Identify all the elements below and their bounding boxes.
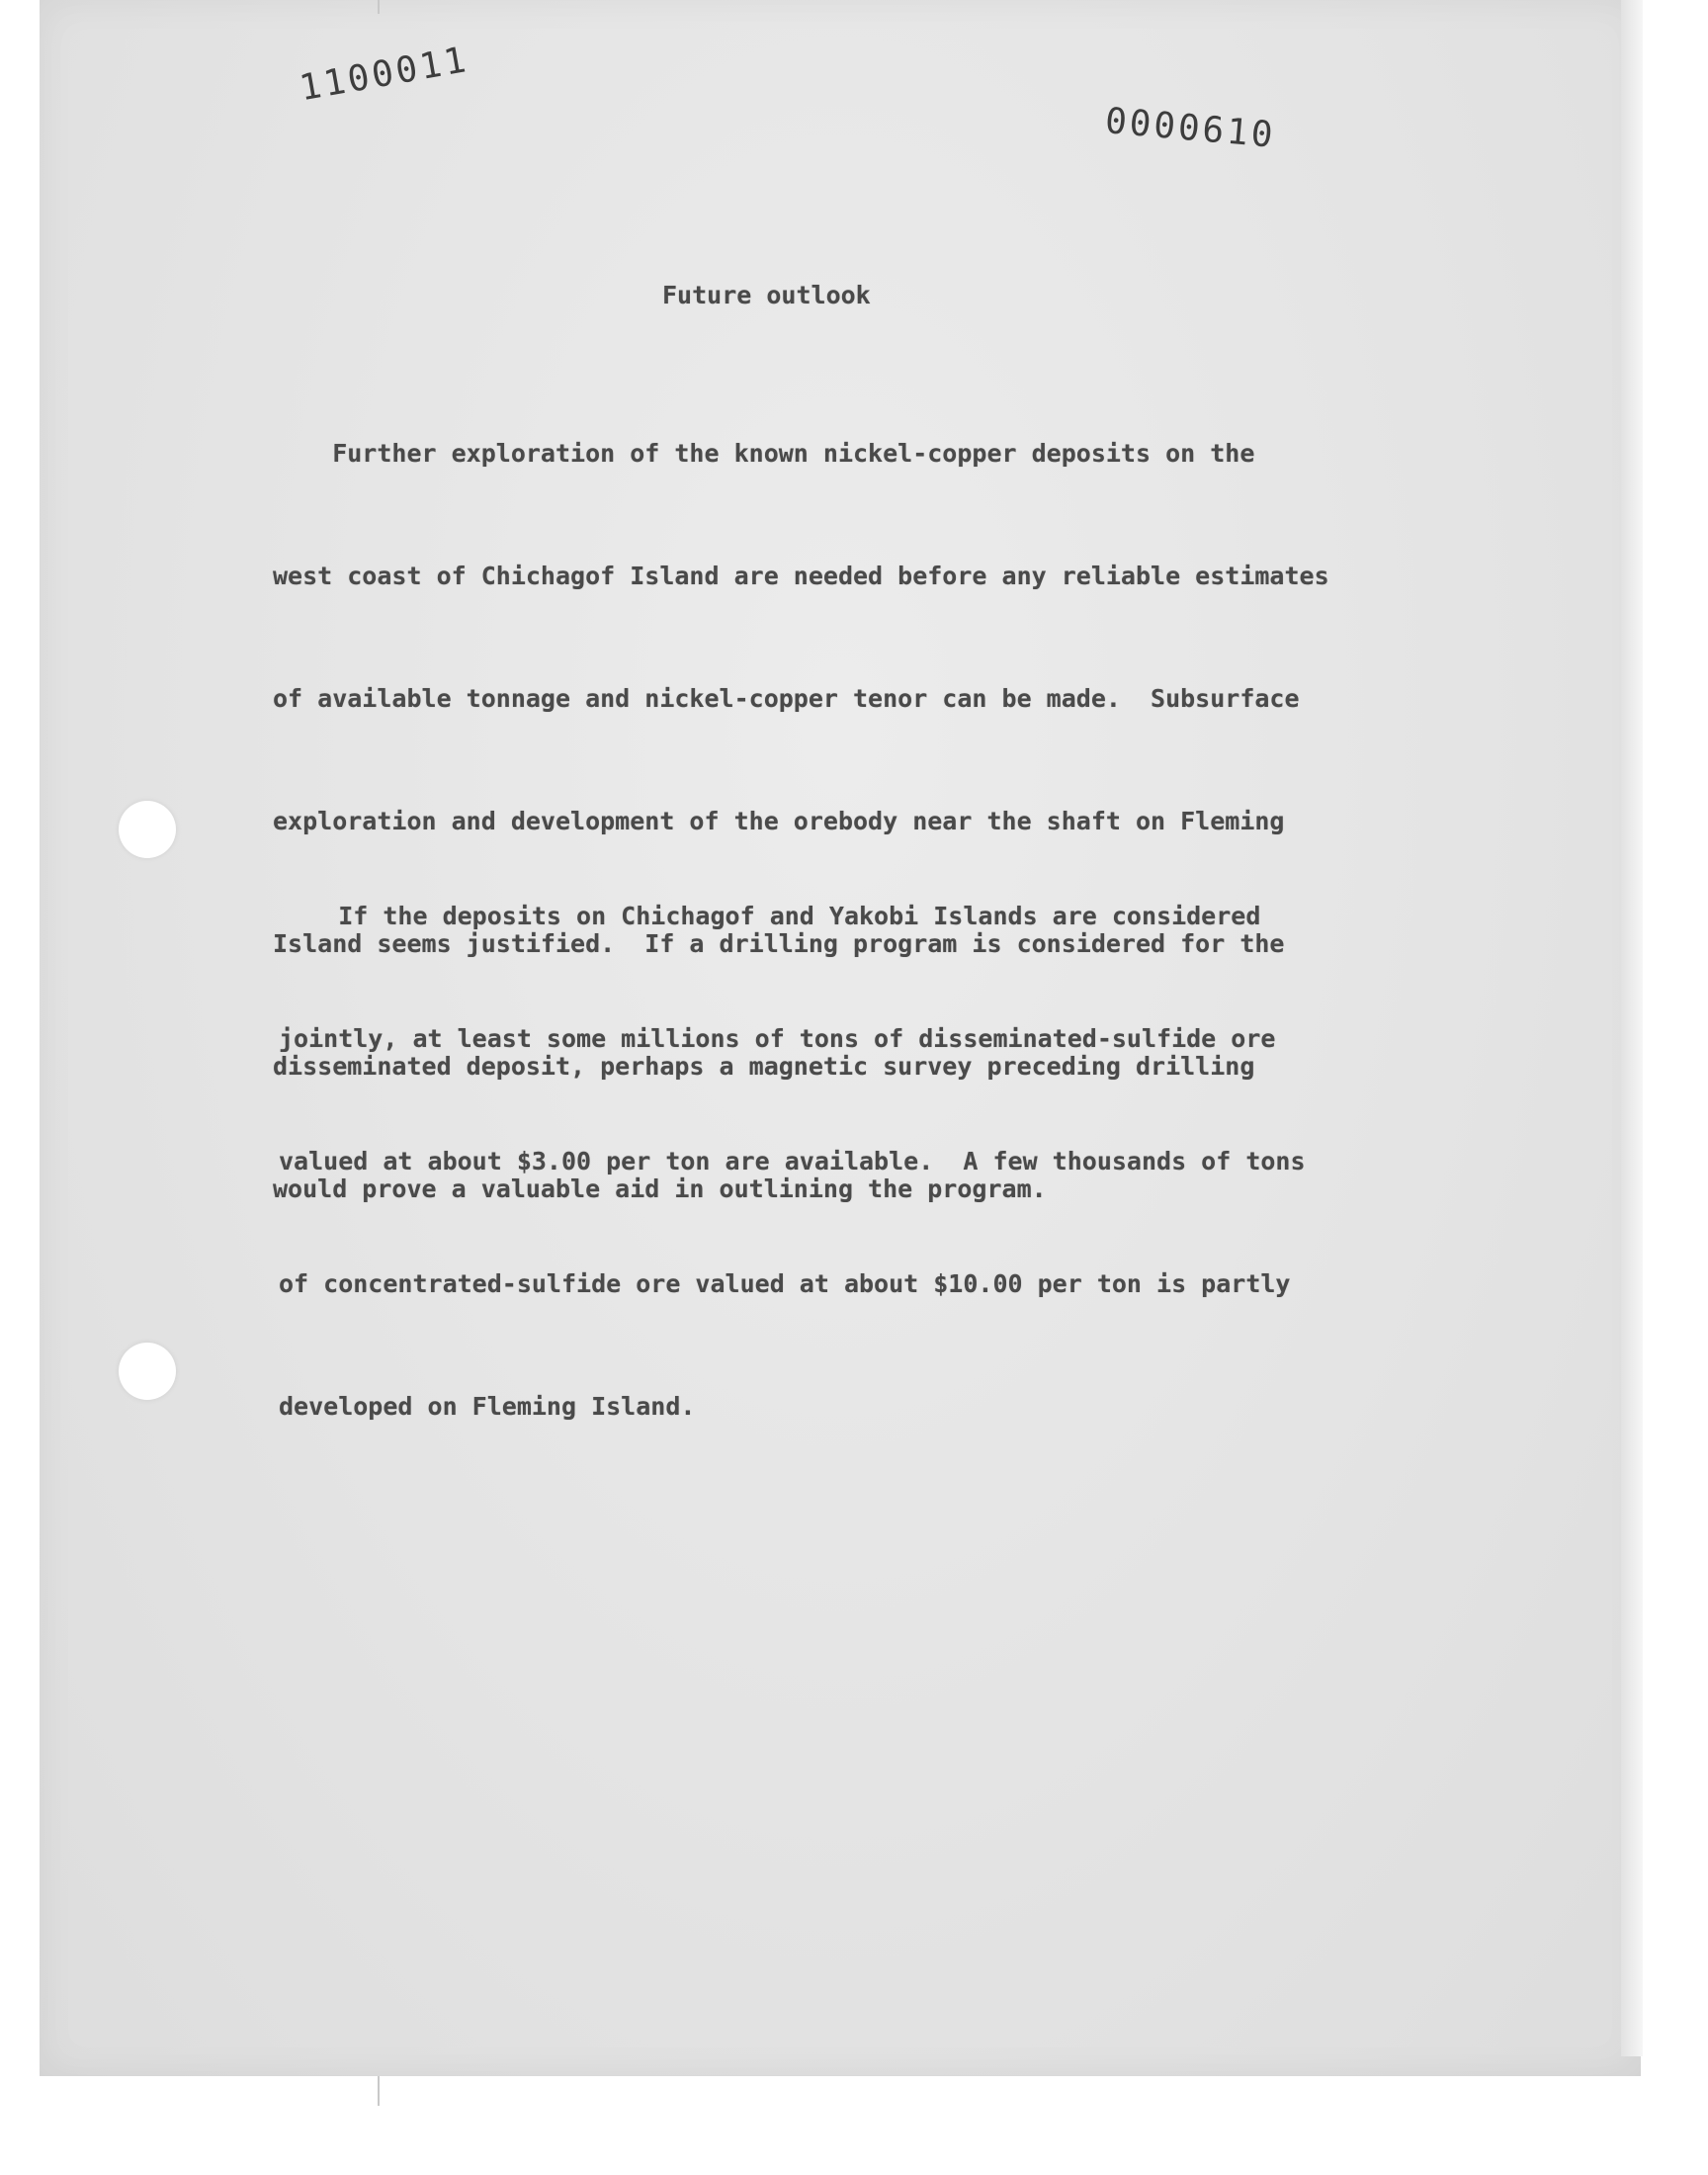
paragraph-line: valued at about $3.00 per ton are available. A few thousands of tons (279, 1147, 1306, 1175)
top-margin-mark (378, 0, 380, 14)
paragraph-line: If the deposits on Chichagof and Yakobi Islands are considered (279, 902, 1261, 930)
paragraph-line: disseminated deposit, perhaps a magnetic survey preceding drilling (273, 1052, 1255, 1081)
section-title: Future outlook (662, 281, 871, 309)
page-stamp-right: 0000610 (1103, 101, 1278, 156)
punch-hole-lower (119, 1343, 176, 1400)
paragraph-line: of available tonnage and nickel-copper tenor can be made. Subsurface (273, 684, 1300, 713)
paragraph-line: Further exploration of the known nickel-copper deposits on the (273, 439, 1255, 468)
sheet-edge (1621, 0, 1643, 2056)
paragraph-line: would prove a valuable aid in outlining the program. (273, 1174, 1047, 1203)
paragraph-line: exploration and development of the orebody near the shaft on Fleming (273, 807, 1285, 835)
paragraph-line: developed on Fleming Island. (279, 1392, 696, 1421)
bottom-margin-mark (378, 2076, 380, 2106)
paragraph-line: Island seems justified. If a drilling program is considered for the (273, 929, 1285, 958)
paragraph-line: west coast of Chichagof Island are needed before any reliable estimates (273, 562, 1329, 590)
punch-hole-upper (119, 801, 176, 858)
paragraph-2 (279, 826, 1306, 1497)
paragraph-line: jointly, at least some millions of tons of disseminated-sulfide ore (279, 1024, 1276, 1053)
paragraph-line: of concentrated-sulfide ore valued at about $10.00 per ton is partly (279, 1269, 1291, 1298)
page-stamp-left: 1100011 (297, 40, 472, 110)
